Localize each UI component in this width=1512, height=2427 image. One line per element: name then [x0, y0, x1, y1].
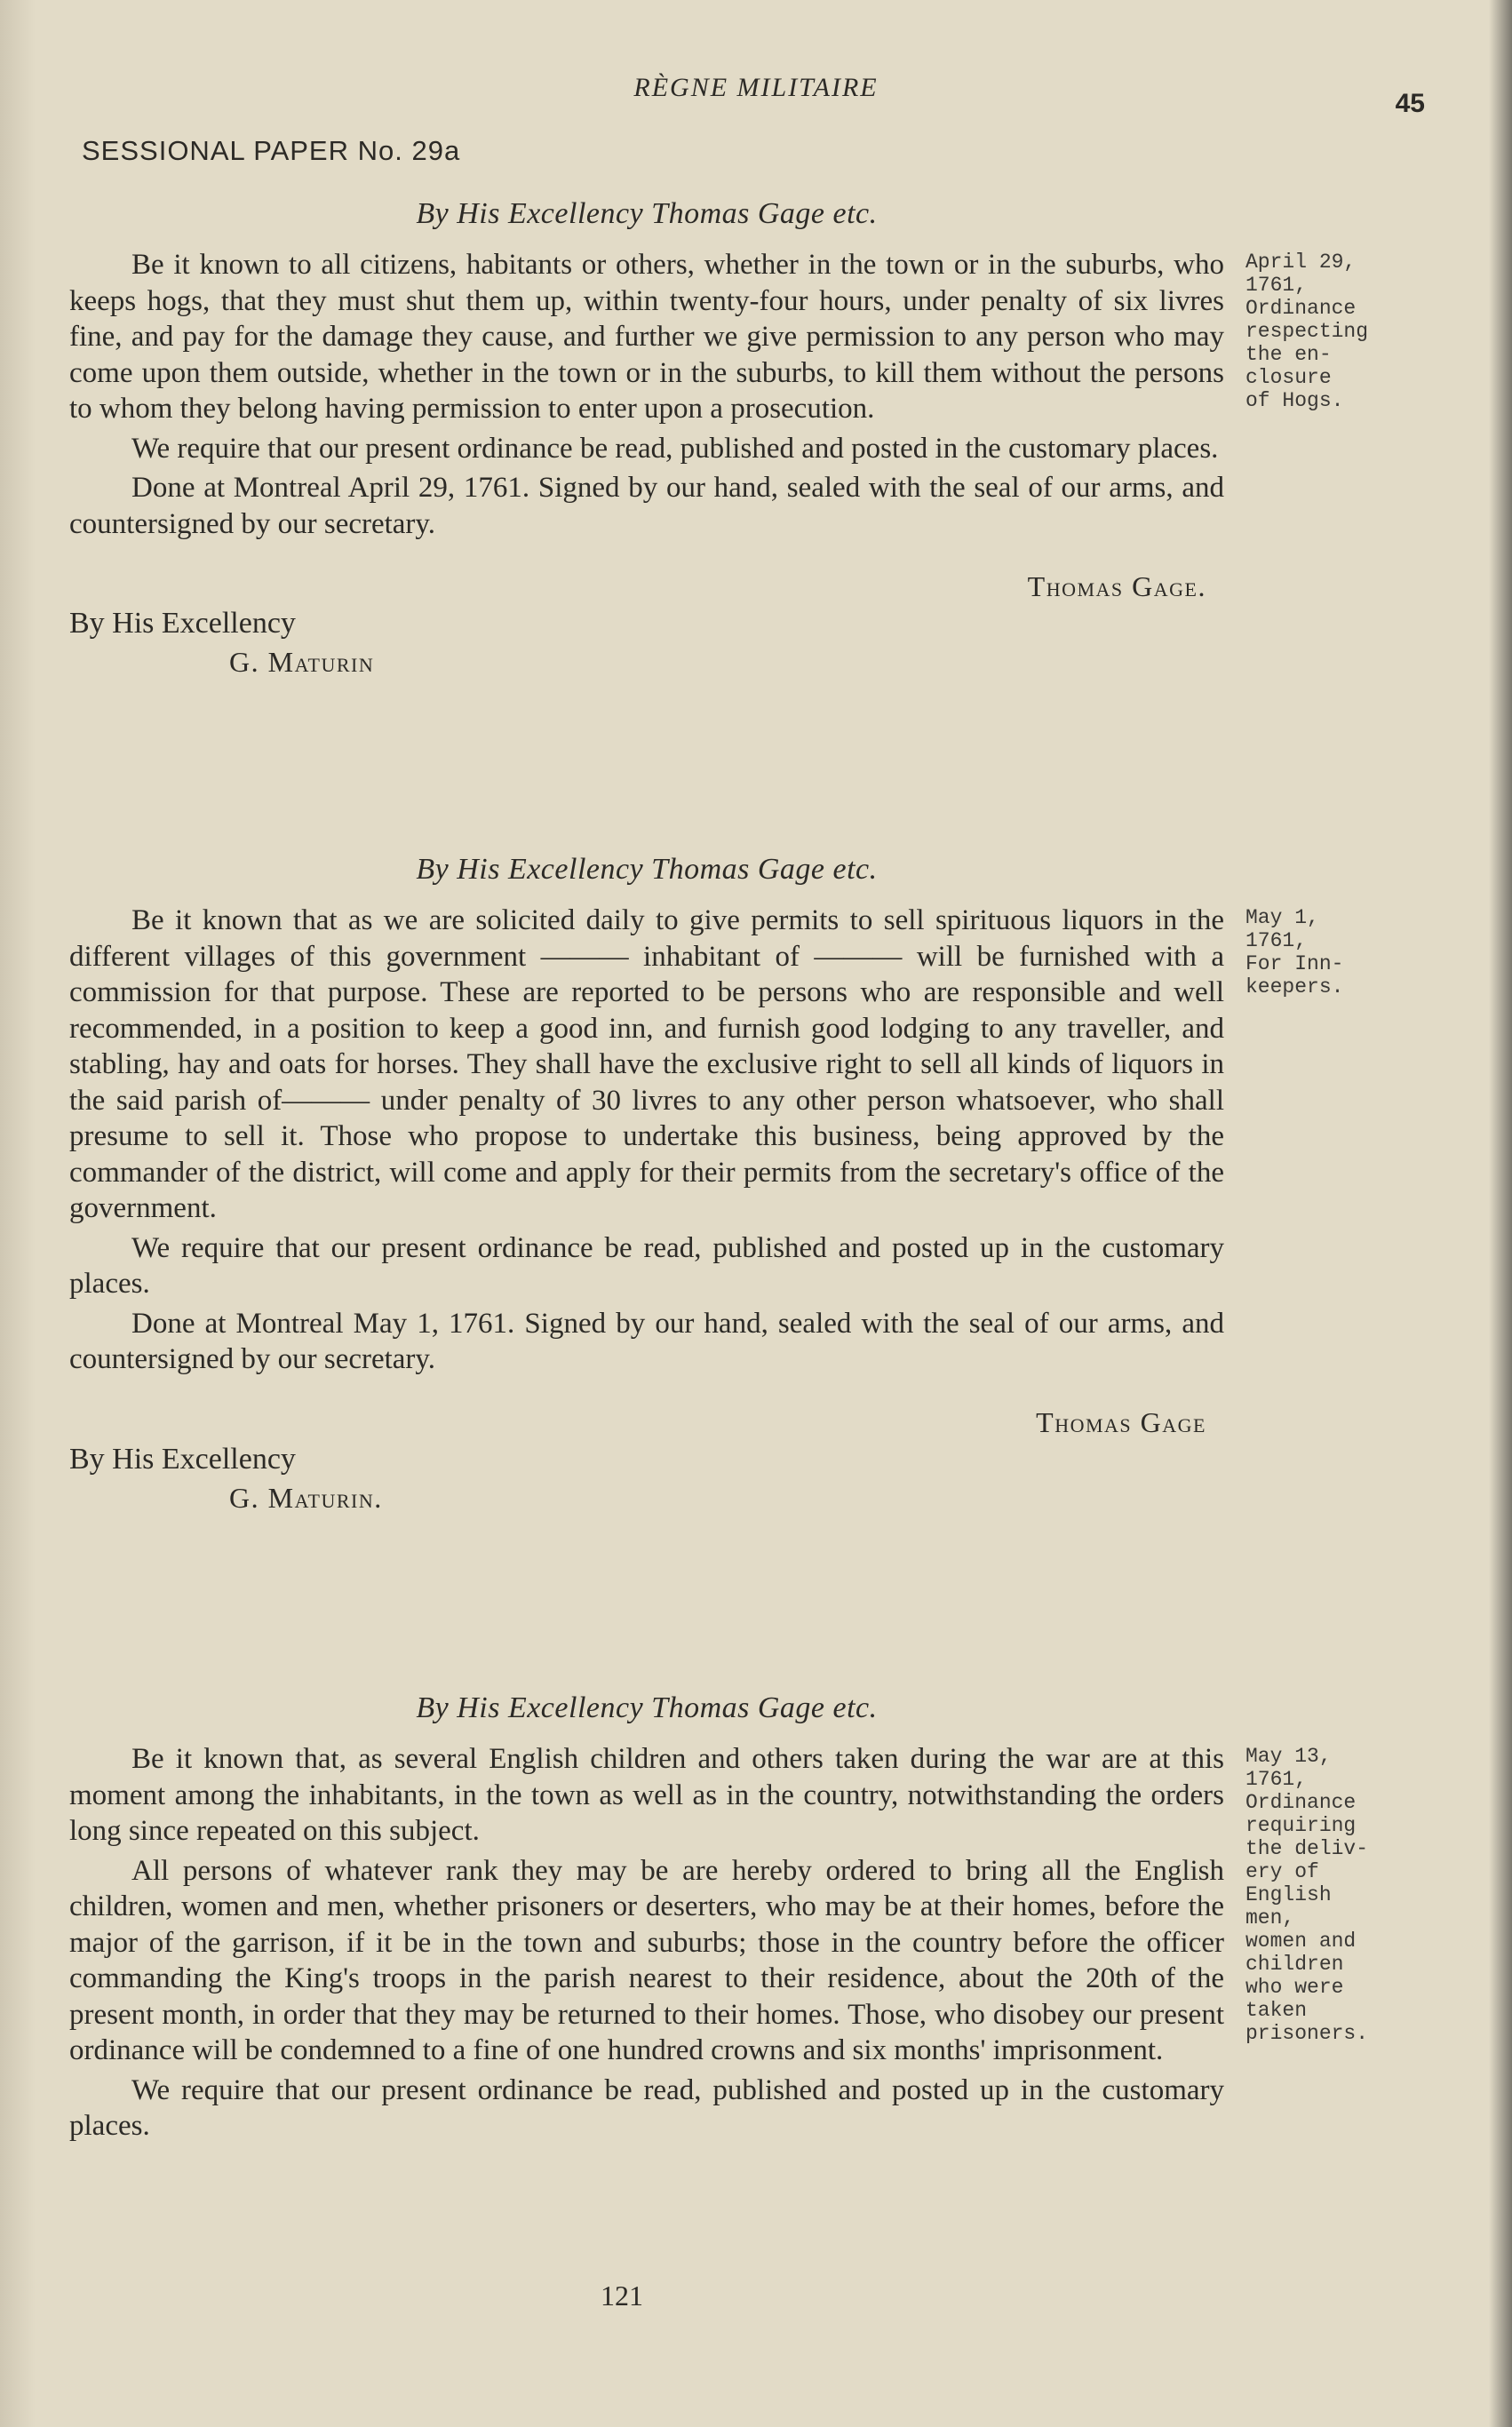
signature: Thomas Gage	[1036, 1405, 1206, 1438]
paragraph: Be it known to all citizens, habitants or others, whether in the town or in the suburbs, who keeps hogs, that they must shut them up, within twenty-four hours, under penalty of six livres fine, and pay for the damage they cause, and further we give permission to any person who may come upon them outside, whether in the town or in the suburbs, to kill them without the persons to whom they belong having permission to enter upon a prosecution.	[69, 249, 1224, 425]
paragraph: Done at Montreal May 1, 1761. Signed by our hand, sealed with the seal of our arms, and countersigned by our secretary.	[69, 1307, 1224, 1375]
section-heading: By His Excellency Thomas Gage etc.	[416, 1691, 878, 1724]
page-gutter-shadow	[0, 0, 36, 2427]
section-body	[69, 247, 1224, 545]
page-edge-shadow	[1489, 0, 1512, 2427]
page-number: 45	[1395, 89, 1425, 118]
by-line: By His Excellency	[69, 1442, 296, 1476]
section-body	[69, 1741, 1224, 2148]
margin-note: May 1, 1761, For Inn- keepers.	[1245, 906, 1344, 999]
running-head: RÈGNE MILITAIRE	[633, 73, 879, 102]
section-row	[69, 247, 1411, 545]
ordinance-english-prisoners	[69, 1691, 1411, 2148]
paragraph: We require that our present ordinance be read, published and posted up in the customary places.	[69, 2073, 1224, 2142]
section-heading: By His Excellency Thomas Gage etc.	[416, 853, 878, 886]
section-body	[69, 903, 1224, 1381]
signature: Thomas Gage.	[1027, 570, 1206, 602]
paragraph: Be it known that as we are solicited daily to give permits to sell spirituous liquors in the different villages of this government ——— inhabitant of ——— will be furnished with a commission for that purpose. These are reported to be persons who are responsible and well recommended, in a position to keep a good inn, and furnish good lodging to any traveller, and stabling, hay and oats for horses. They shall have the exclusive right to sell all kinds of liquors in the said parish of——— under penalty of 30 livres to any other person whatsoever, who shall presume to sell it. Those who propose to undertake this business, being approved by the commander of the district, will come and apply for their permits from the secretary's office of the government.	[69, 904, 1224, 1224]
secretary-name: G. Maturin.	[229, 1481, 383, 1514]
ordinance-innkeepers	[69, 853, 1411, 1515]
sessional-paper-label: SESSIONAL PAPER No. 29a	[82, 135, 461, 166]
section-row	[69, 903, 1411, 1381]
paragraph: All persons of whatever rank they may be are hereby ordered to bring all the English children, women and men, whether prisoners or deserters, who may be at their homes, before the major of the garrison, if it be in the town and suburbs; those in the country before the officer commanding the King's troops in the parish nearest to their residence, about the 20th of the present month, in order that they may be returned to their homes. Those, who disobey our present ordinance will be condemned to a fine of one hundred crowns and six months' imprisonment.	[69, 1854, 1224, 2066]
section-row	[69, 1741, 1411, 2148]
section-heading: By His Excellency Thomas Gage etc.	[416, 197, 878, 230]
paragraph: We require that our present ordinance be read, published and posted in the customary places.	[131, 432, 1219, 465]
ordinance-hogs	[69, 197, 1411, 679]
secretary-name: G. Maturin	[229, 646, 375, 678]
paragraph: We require that our present ordinance be read, published and posted up in the customary places.	[69, 1231, 1224, 1300]
folio-number: 121	[601, 2280, 643, 2312]
margin-note: April 29, 1761, Ordinance respecting the en- closure of Hogs.	[1245, 251, 1369, 412]
margin-note: May 13, 1761, Ordinance requiring the deliv- ery of English men, women and children who were taken prisoners.	[1245, 1745, 1369, 2045]
by-line: By His Excellency	[69, 607, 296, 640]
paragraph: Be it known that, as several English children and others taken during the war are at this moment among the inhabitants, in the town as well as in the country, notwithstanding the orders long since repeated on this subject.	[69, 1743, 1224, 1847]
paragraph: Done at Montreal April 29, 1761. Signed by our hand, sealed with the seal of our arms, and countersigned by our secretary.	[69, 472, 1224, 540]
